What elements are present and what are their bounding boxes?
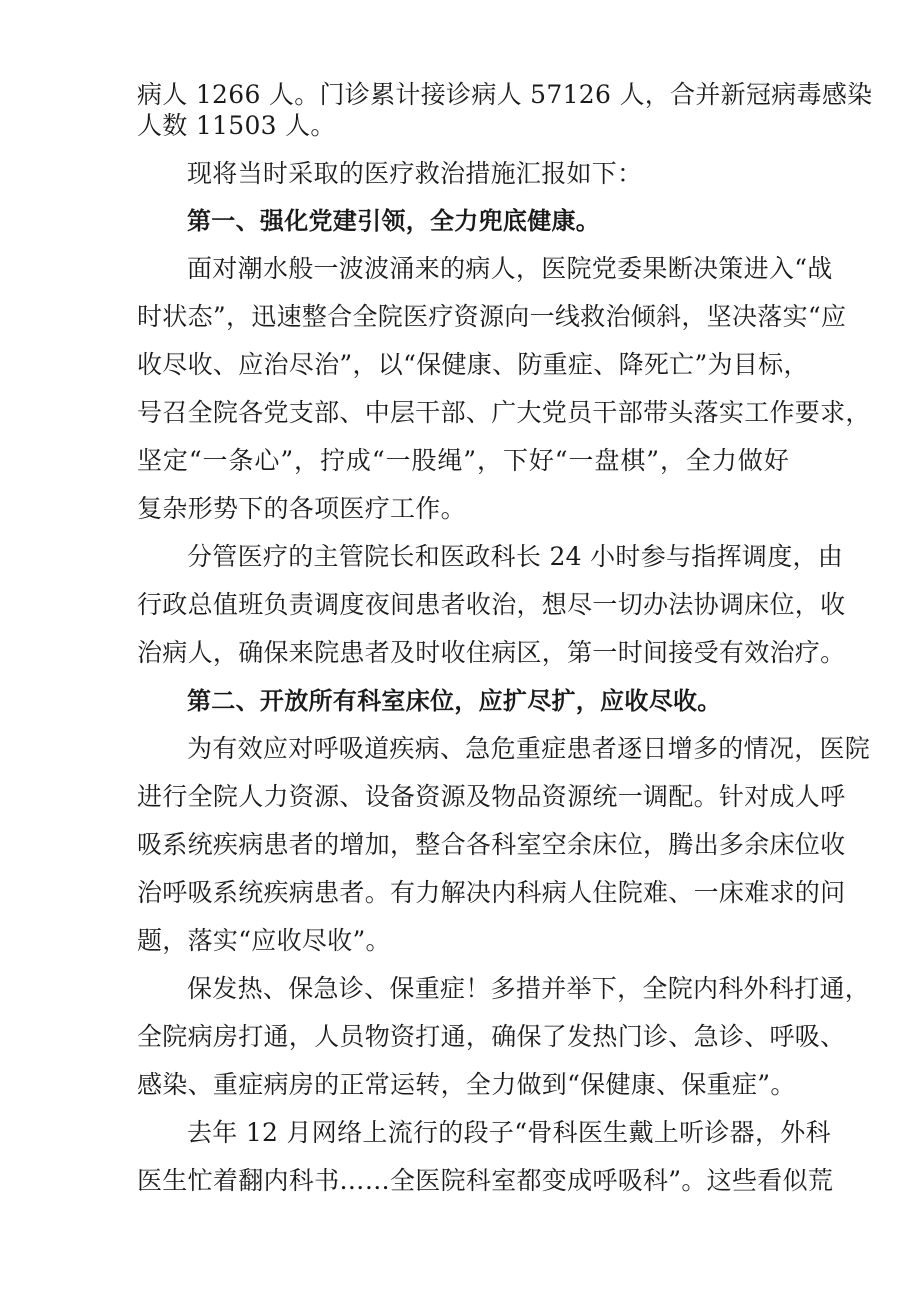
body-line: 全院病房打通，人员物资打通，确保了发热门诊、急诊、呼吸、 [137, 1022, 846, 1051]
body-line: 吸系统疾病患者的增加，整合各科室空余床位，腾出多余床位收 [137, 830, 846, 859]
section-heading: 第一、强化党建引领，全力兜底健康。 [187, 207, 601, 235]
section-heading: 第二、开放所有科室床位，应扩尽扩，应收尽收。 [187, 687, 722, 715]
body-line: 行政总值班负责调度夜间患者收治，想尽一切办法协调床位，收 [137, 590, 846, 619]
body-line: 现将当时采取的医疗救治措施汇报如下： [187, 159, 643, 188]
body-line: 面对潮水般一波波涌来的病人，医院党委果断决策进入“战 [187, 254, 833, 283]
body-line: 治病人，确保来院患者及时收住病区，第一时间接受有效治疗。 [137, 638, 846, 667]
body-line: 医生忙着翻内科书……全医院科室都变成呼吸科”。这些看似荒 [137, 1166, 834, 1195]
body-line: 复杂形势下的各项医疗工作。 [137, 494, 466, 523]
body-line: 治呼吸系统疾病患者。有力解决内科病人住院难、一床难求的问 [137, 878, 846, 907]
body-line: 感染、重症病房的正常运转，全力做到“保健康、保重症”。 [137, 1070, 796, 1099]
body-line: 坚定“一条心”，拧成“一股绳”，下好“一盘棋”，全力做好 [137, 446, 789, 475]
body-line: 为有效应对呼吸道疾病、急危重症患者逐日增多的情况，医院 [187, 734, 871, 763]
body-line: 病人 1266 人。门诊累计接诊病人 57126 人，合并新冠病毒感染 [137, 80, 873, 109]
body-line: 进行全院人力资源、设备资源及物品资源统一调配。针对成人呼 [137, 782, 846, 811]
body-line: 时状态”，迅速整合全院医疗资源向一线救治倾斜，坚决落实“应 [137, 302, 847, 331]
body-line: 保发热、保急诊、保重症！多措并举下，全院内科外科打通， [187, 974, 871, 1003]
body-line: 分管医疗的主管院长和医政科长 24 小时参与指挥调度，由 [187, 542, 844, 571]
body-line: 题，落实“应收尽收”。 [137, 926, 391, 955]
body-line: 收尽收、应治尽治”，以“保健康、防重症、降死亡”为目标， [137, 350, 809, 379]
body-line: 号召全院各党支部、中层干部、广大党员干部带头落实工作要求， [137, 398, 871, 427]
body-line: 去年 12 月网络上流行的段子“骨科医生戴上听诊器，外科 [187, 1118, 831, 1147]
body-line: 人数 11503 人。 [137, 111, 336, 140]
